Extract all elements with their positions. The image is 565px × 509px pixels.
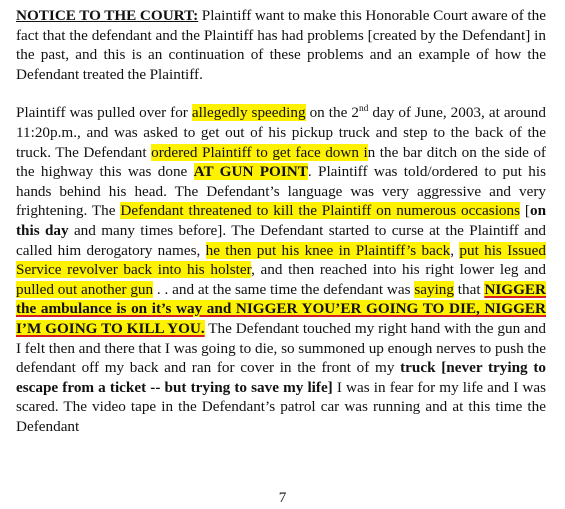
highlight-face-down: ordered Plaintiff to get face down i (151, 143, 368, 161)
text-run: on the 2 (305, 104, 359, 122)
text-run: n the bar ditch on the side of the highway this was done (16, 143, 546, 181)
narrative-paragraph (16, 103, 546, 436)
highlight-revolver-holster: put his Issued Service revolver back into his holster (16, 241, 546, 279)
text-run: The Defendant touched my right hand with the gun and I felt then and there that I was going to die, so summoned up enough nerves to push the defendant off my back and ran for cover in the front of my (16, 319, 546, 377)
highlight-another-gun: pulled out another gun (16, 280, 154, 298)
text-run: . Plaintiff was told/ordered to put his hands behind his head. The Defendant’s language was very aggressive and very frightening. The (16, 163, 546, 220)
highlight-allegedly-speeding: allegedly speeding (191, 104, 306, 122)
page-number: 7 (278, 489, 287, 506)
text-run: . . and at the same time the defendant was (153, 280, 415, 298)
text-run: day of June, 2003, at around 11:20p.m., and was asked to get out of his pickup truck and step to the back of the truck. The Defendant (16, 104, 546, 161)
text-run: [ (520, 202, 530, 220)
text-run: that (453, 280, 485, 298)
bold-on-this-day: on this day (16, 202, 547, 239)
notice-paragraph (16, 6, 546, 84)
document-page (16, 6, 546, 436)
bold-truck-statement: truck [never trying to escape from a ticket -- but trying to save my life] (16, 359, 546, 396)
highlight-quoted-threat: NIGGER the ambulance is on it’s way and NIGGER YOU’ER GOING TO DIE, NIGGER I’M GOING TO KILL YOU. (16, 280, 546, 337)
notice-body: Plaintiff want to make this Honorable Court aware of the fact that the defendant and the Plaintiff has had problems [created by the Defendant] in the past, and this is an continuation of these problems and an example of how the Defendant treated the Plaintiff. (16, 7, 546, 83)
text-run: Plaintiff was pulled over for (16, 104, 192, 122)
highlight-threatened-to-kill: Defendant threatened to kill the Plaintiff on numerous occasions (120, 202, 521, 220)
text-run: , (450, 241, 460, 259)
text-run: and many times before]. The Defendant started to curse at the Plaintiff and called him derogatory names, (16, 221, 547, 259)
highlight-saying: saying (414, 280, 454, 298)
text-run: , and then reached into his right lower leg and (251, 261, 546, 279)
highlight-at-gun-point: AT GUN POINT (193, 163, 308, 181)
highlight-knee-in-back: he then put his knee in Plaintiff’s back (205, 241, 451, 259)
notice-heading: NOTICE TO THE COURT: (16, 7, 199, 24)
text-run: I was in fear for my life and I was scared. The video tape in the Defendant’s patrol car was running and at this time the Defendant (16, 378, 546, 435)
ordinal-suffix: nd (358, 104, 369, 115)
